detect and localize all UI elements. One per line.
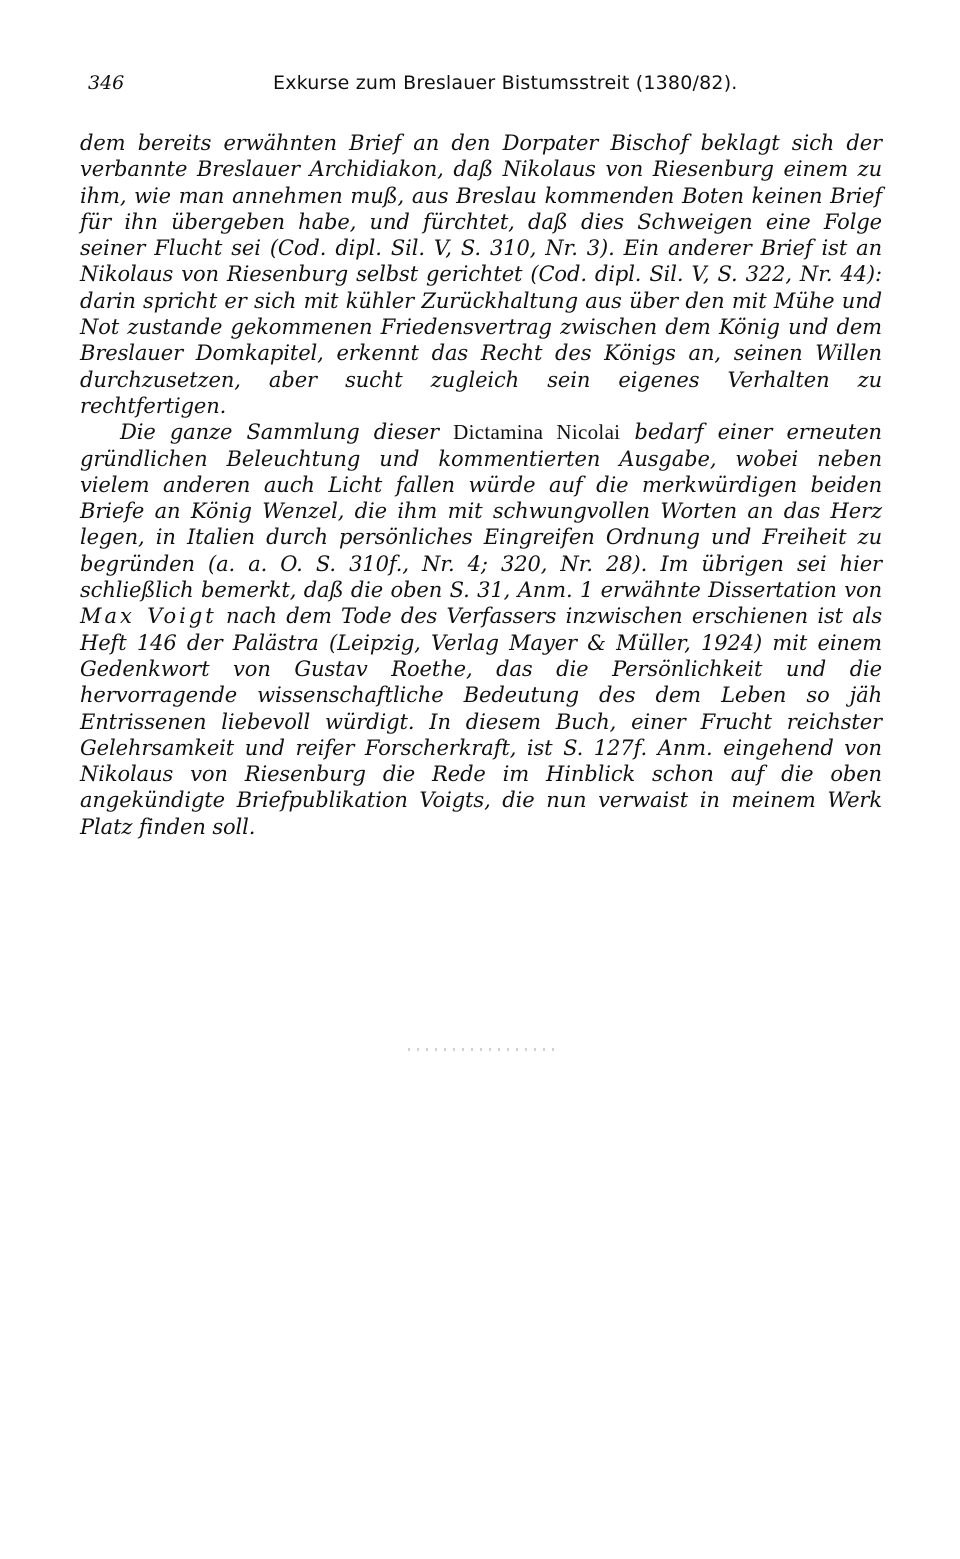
running-head	[88, 68, 878, 98]
page-number: 346	[88, 72, 125, 94]
running-title: Exkurse zum Breslauer Bistumsstreit (1380/82).	[273, 72, 738, 94]
paragraph-2-part-1: Die ganze Sammlung dieser	[120, 420, 454, 445]
paragraph-2	[80, 419, 882, 840]
paragraph-1: dem bereits erwähnten Brief an den Dorpater Bischof beklagt sich der verbannte Breslauer Archidiakon, daß Nikolaus von Riesenburg einem zu ihm, wie man annehmen muß, aus Breslau kommenden Boten keinen Brief für ihn übergeben habe, und fürchtet, daß dies Schweigen eine Folge seiner Flucht sei (Cod. dipl. Sil. V, S. 310, Nr. 3). Ein anderer Brief ist an Nikolaus von Riesenburg selbst gerichtet (Cod. dipl. Sil. V, S. 322, Nr. 44): darin spricht er sich mit kühler Zurückhaltung aus über den mit Mühe und Not zustande gekommenen Friedensvertrag zwischen dem König und dem Breslauer Domkapitel, erkennt das Recht des Königs an, seinen Willen durchzusetzen, aber sucht zugleich sein eigenes Verhalten zu rechtfertigen.	[80, 131, 882, 418]
dictamina-nicolai-title: Dictamina Nicolai	[453, 420, 621, 445]
author-name-spaced: Max Voigt	[80, 604, 217, 629]
paragraph-2-part-3: nach dem Tode des Verfassers inzwischen erschienen ist als Heft 146 der Palästra (Leipzig, Verlag Mayer & Müller, 1924) mit einem Gedenkwort von Gustav Roethe, das die Persönlichkeit und die hervorragende wissenschaftliche Bedeutung des dem Leben so jäh Entrissenen liebevoll würdigt. In diesem Buch, einer Frucht reichster Gelehrsamkeit und reifer Forscherkraft, ist S. 127f. Anm. eingehend von Nikolaus von Riesenburg die Rede im Hinblick schon auf die oben angekündigte Briefpublikation Voigts, die nun verwaist in meinem Werk Platz finden soll.	[80, 604, 882, 839]
paragraph-2-part-2: bedarf einer erneuten gründlichen Beleuchtung und kommentierten Ausgabe, wobei neben vielem anderen auch Licht fallen würde auf die merkwürdigen beiden Briefe an König Wenzel, die ihm mit schwungvollen Worten an das Herz legen, in Italien durch persönliches Eingreifen Ordnung und Freiheit zu begründen (a. a. O. S. 310f., Nr. 4; 320, Nr. 28). Im übrigen sei hier schließlich bemerkt, daß die oben S. 31, Anm. 1 erwähnte Dissertation von	[80, 420, 882, 603]
body-text	[80, 130, 882, 840]
scan-artifact	[408, 1048, 558, 1051]
